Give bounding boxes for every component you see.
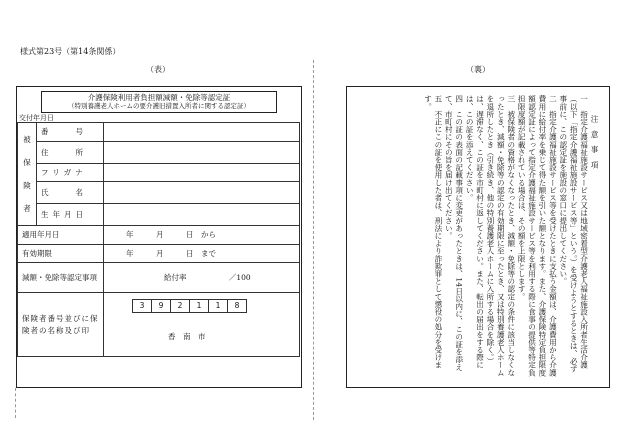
valid-label: 有効期限	[18, 244, 104, 263]
insured-vertical	[18, 123, 37, 226]
name-value[interactable]	[104, 182, 300, 204]
benefit-rate-value: ／100	[228, 273, 251, 282]
note-item-5: 五 不正にこの証を使用した者は、刑法により詐欺罪として懲役の処分を受けます。	[423, 95, 443, 369]
certificate-subtitle: （特別養護老人ホームの要介護旧措置入所者に関する認定証）	[68, 102, 250, 110]
cut-line-left	[15, 388, 16, 418]
note-item-2: 二 指定介護福祉施設サービス等を受けたときに支払う金額は、介護費用から介護費用に給付率を乗じて得た額を引いた額となります。また、介護保険特定負担限度額認定証によって指定介護福祉施設サービス等を利用する際に食事の提供等特定負担限度額が記載されている場合は、その額を上限とします。	[517, 95, 558, 377]
reduction-label: 減額・免除等認定事項	[18, 263, 104, 293]
insurer-name: 香 南 市	[168, 332, 206, 341]
number-value[interactable]	[104, 123, 300, 142]
note-item-3: 三 被保険者の資格がなくなったとき、減額・免除等の認定の条件に該当しなくなったとき、減額・免除等の認定の有効期限に至ったとき、又は特別養護老人ホームを退所したとき（引き続き、他の特別養護老人ホームに入所する場合を除く。）は、遅滞なく、この証を市町村に返してください。また、転出の届出をする際には、この証を添えてください。	[465, 95, 516, 377]
insurer-digit: 1	[189, 299, 209, 313]
furigana-value[interactable]	[104, 163, 300, 182]
issue-date-label: 交付年月日	[19, 114, 54, 122]
certificate-title-box	[41, 91, 277, 113]
fold-line	[313, 60, 314, 420]
insurer-label: 保険者番号並びに保険者の名称及び印	[18, 293, 104, 357]
address-label: 住 所	[37, 141, 104, 163]
insured-char-2: 保	[23, 158, 31, 167]
form-number: 様式第23号（第14条関係）	[20, 47, 121, 56]
certificate-title: 介護保険利用者負担額減額・免除等認定証	[87, 93, 231, 102]
address-value[interactable]	[104, 141, 300, 163]
insurer-digit: 9	[151, 299, 171, 313]
birth-value[interactable]	[104, 204, 300, 226]
insurer-digit: 8	[227, 299, 247, 313]
benefit-rate-label: 給付率	[164, 273, 187, 282]
notes-heading: 注 意 事 項	[590, 115, 599, 169]
note-item-1: 一 指定介護福祉施設サービス又は地域密着型介護老人福祉施設入所者生活介護（以下「指定介護福祉施設サービス等」という。）を受けようとするときは、必ず事前に、この認定証を施設の窓口に提出してください。	[558, 95, 589, 373]
insurer-digit: 3	[132, 299, 152, 313]
front-label: （表）	[146, 65, 170, 74]
furigana-label: フリガナ	[37, 163, 104, 182]
front-card	[16, 86, 302, 388]
insured-char-4: 者	[23, 204, 31, 213]
apply-value[interactable]: 年 月 日 から	[104, 226, 300, 245]
name-label: 氏 名	[37, 182, 104, 204]
insurer-digit: 1	[208, 299, 228, 313]
note-item-4: 四 この証の表面の記載事項に変更があったときは、14日以内に、この証を添えて、市町村にその旨を届け出てください。	[444, 95, 464, 371]
insurer-number-boxes	[132, 299, 295, 313]
benefit-rate-cell[interactable]	[104, 263, 300, 293]
insured-char-1: 被	[23, 135, 31, 144]
number-label: 番 号	[37, 123, 104, 142]
insured-char-3: 険	[23, 181, 31, 190]
insurer-cell	[104, 293, 300, 357]
valid-value[interactable]: 年 月 日 まで	[104, 244, 300, 263]
birth-label: 生年月日	[37, 204, 104, 226]
notes-text	[422, 95, 599, 379]
back-card	[346, 86, 610, 388]
apply-label: 適用年月日	[18, 226, 104, 245]
back-label: （裏）	[466, 65, 490, 74]
insurer-digit: 2	[170, 299, 190, 313]
front-grid	[17, 122, 300, 357]
